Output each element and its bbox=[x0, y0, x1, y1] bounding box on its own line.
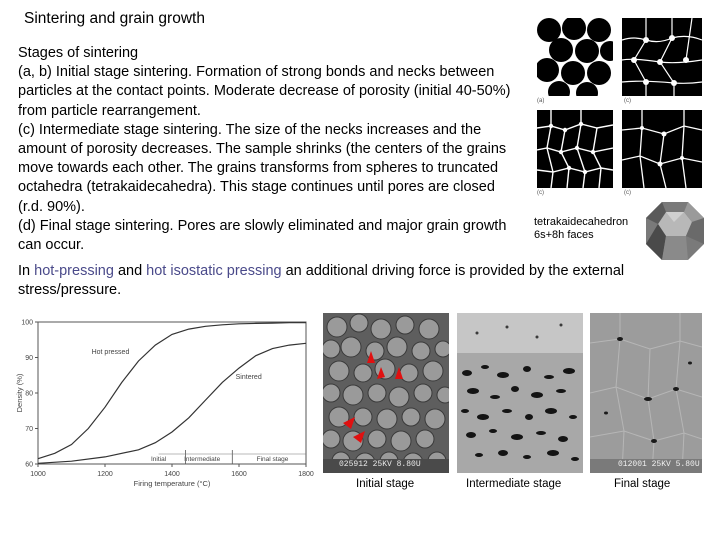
panel-label-c: (c) bbox=[537, 190, 544, 196]
paragraph-initial-stage: (a, b) Initial stage sintering. Formation of strong bonds and necks between particles at the contact points. Moderate decrease of porosity (initial 40-50%) from particle rearrangement. bbox=[18, 64, 511, 119]
annotation-intermediate: Intermediate bbox=[184, 456, 221, 463]
density-chart bbox=[14, 312, 320, 488]
panel-label-d: (c) bbox=[624, 190, 631, 196]
series-line-hot-pressed bbox=[38, 323, 306, 459]
footer-text: In hot-pressing and hot isostatic pressing an additional driving force is provided by the external stress/pressure. bbox=[18, 263, 625, 299]
x-tick-label: 1000 bbox=[30, 471, 46, 478]
body-text bbox=[18, 44, 518, 255]
sem-initial-stage bbox=[323, 313, 449, 473]
tetrakaidecahedron-label: tetrakaidecahedron 6s+8h faces bbox=[534, 216, 629, 241]
caption-initial-stage: Initial stage bbox=[356, 478, 415, 490]
x-tick-label: 1600 bbox=[231, 471, 247, 478]
plot-frame bbox=[38, 322, 306, 464]
slide-title: Sintering and grain growth bbox=[24, 10, 205, 27]
hot-pressing-link[interactable]: hot-pressing bbox=[34, 263, 114, 279]
annotation-initial: Initial bbox=[151, 456, 167, 463]
sem-watermark-initial: 025912 25KV 8.80U bbox=[339, 460, 421, 469]
sintering-schematic-a bbox=[537, 18, 613, 96]
y-axis-label: Density (%) bbox=[15, 373, 24, 413]
caption-intermediate-stage: Intermediate stage bbox=[466, 478, 562, 490]
sintering-schematic-d bbox=[622, 110, 702, 188]
series-label-hot-pressed: Hot pressed bbox=[91, 348, 130, 356]
series-label-sintered: Sintered bbox=[235, 373, 262, 381]
section-heading: Stages of sintering bbox=[18, 45, 139, 61]
y-tick-label: 90 bbox=[25, 355, 33, 362]
panel-label-a: (a) bbox=[537, 98, 545, 104]
x-tick-label: 1400 bbox=[164, 471, 180, 478]
sintering-schematic-c bbox=[537, 110, 613, 188]
sintering-schematic-b bbox=[622, 18, 702, 96]
series-line-sintered bbox=[38, 343, 306, 463]
caption-final-stage: Final stage bbox=[614, 478, 671, 490]
y-tick-label: 60 bbox=[25, 461, 33, 469]
y-tick-label: 80 bbox=[25, 390, 33, 398]
x-tick-label: 1200 bbox=[97, 471, 113, 478]
tetrakaidecahedron-icon bbox=[644, 200, 706, 262]
x-axis-label: Firing temperature (°C) bbox=[133, 479, 211, 488]
sem-watermark-final: 012001 25KV 5.80U bbox=[618, 460, 700, 469]
x-tick-label: 1800 bbox=[298, 471, 314, 478]
sem-intermediate-stage bbox=[457, 313, 583, 473]
sem-final-stage bbox=[590, 313, 702, 473]
panel-label-b: (c) bbox=[624, 98, 631, 104]
y-tick-label: 100 bbox=[21, 319, 33, 327]
paragraph-intermediate-stage: (c) Intermediate stage sintering. The size of the necks increases and the amount of porosity decreases. The sample shrinks (the centers of the grains move towards each other. The grains transforms from spheres to truncated octahedra (tetrakaidecahedra). This stage continues until pores are closed (r.d. 90%). bbox=[18, 121, 507, 215]
paragraph-final-stage: (d) Final stage sintering. Pores are slowly eliminated and major grain growth can occur. bbox=[18, 217, 507, 254]
y-tick-label: 70 bbox=[25, 426, 33, 433]
hot-isostatic-pressing-link[interactable]: hot isostatic pressing bbox=[146, 263, 282, 279]
density-chart-svg bbox=[14, 312, 320, 488]
annotation-final-stage: Final stage bbox=[256, 456, 289, 463]
